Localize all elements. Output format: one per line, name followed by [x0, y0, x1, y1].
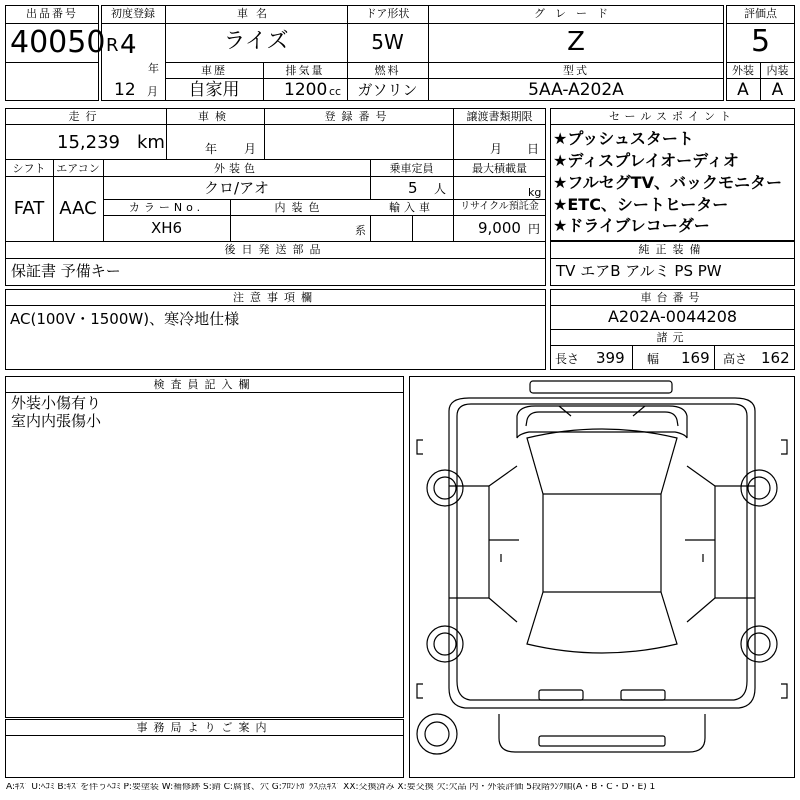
car-name: ライズ — [223, 29, 289, 54]
inspector-note: 外装小傷有り — [11, 394, 102, 412]
inspection-month-unit: 月 — [244, 142, 257, 156]
history-header: 車歴 — [201, 64, 227, 77]
mileage: 15,239 — [57, 132, 120, 153]
load-unit: kg — [528, 186, 542, 199]
model-header: 型式 — [563, 64, 589, 77]
length: 399 — [596, 349, 625, 367]
interior-header: 内装 — [766, 64, 789, 77]
specs-header: 諸元 — [656, 331, 689, 344]
first-reg-header: 初度登録 — [111, 7, 155, 20]
month: 12 — [114, 80, 136, 100]
recycle: 9,000 — [478, 219, 521, 237]
post-parts: 保証書 予備キー — [11, 262, 121, 280]
model-code: 5AA-A202A — [528, 80, 624, 100]
import-header: 輸入車 — [389, 201, 434, 214]
inspector-header: 検査員記入欄 — [153, 378, 256, 391]
legend: A:ｷｽﾞ U:ﾍｺﾐ B:ｷｽﾞを伴うﾍｺﾐ P:要塗装 W:補修跡 S:錆 C:腐食、穴 G:ﾌﾛﾝﾄｶﾞﾗｽ点ｷｽﾞ XX:交換済み X:要交換 欠:欠品 内・外装評価 5段階ﾗﾝｸ順(A・B・C・D・E) 1 — [6, 783, 656, 792]
chassis-header: 車台番号 — [640, 291, 705, 304]
score: 5 — [750, 24, 771, 59]
inspector-note: 室内内張傷小 — [11, 412, 102, 430]
exterior-header: 外装 — [732, 64, 754, 77]
notes: AC(100V・1500W)、寒冷地仕様 — [10, 310, 240, 328]
sales-point-item: ★ディスプレイオーディオ — [553, 151, 739, 170]
int-color-unit: 系 — [355, 224, 366, 237]
displacement: 1200 — [284, 80, 328, 100]
height: 162 — [761, 349, 790, 367]
aircon-header: エアコン — [56, 162, 100, 175]
post-parts-header: 後日発送部品 — [224, 243, 327, 256]
door-type: 5W — [371, 30, 404, 54]
recycle-header: リサイクル預託金 — [460, 201, 539, 212]
car-name-header: 車名 — [237, 7, 275, 20]
width: 169 — [681, 349, 710, 367]
history: 自家用 — [188, 80, 240, 100]
max-load-header: 最大積載量 — [472, 162, 527, 175]
color-no-header: カラーNo. — [128, 201, 205, 214]
sales-point-item: ★フルセグTV、バックモニター — [553, 173, 783, 192]
chassis-no: A202A-0044208 — [607, 307, 738, 326]
height-label: 高さ — [723, 352, 748, 366]
reg-no-header: 登録番号 — [324, 110, 393, 123]
car-diagram — [409, 376, 795, 778]
grade-header: グレード — [534, 7, 618, 20]
equipment-header: 純正装備 — [638, 243, 707, 256]
inspection-year-unit: 年 — [205, 142, 218, 156]
displacement-header: 排気量 — [285, 64, 325, 77]
door-header: ドア形状 — [365, 7, 410, 20]
aircon: AAC — [59, 198, 97, 219]
length-label: 長さ — [555, 352, 580, 366]
notes-header: 注意事項欄 — [233, 291, 318, 304]
year-unit: 年 — [148, 62, 159, 75]
int-color-header: 内装色 — [274, 201, 326, 214]
year: 4 — [120, 30, 137, 60]
equipment: TV エアB アルミ PS PW — [556, 262, 722, 280]
transfer-day-unit: 日 — [527, 142, 540, 156]
era: R — [106, 35, 119, 56]
recycle-unit: 円 — [528, 222, 541, 236]
capacity-unit: 人 — [434, 182, 447, 196]
transfer-month-unit: 月 — [490, 142, 503, 156]
capacity-header: 乗車定員 — [389, 162, 434, 175]
lot-no: 40050 — [10, 25, 106, 60]
capacity: 5 — [408, 179, 418, 197]
shift-header: シフト — [12, 162, 46, 175]
mileage-header: 走行 — [68, 110, 103, 123]
width-label: 幅 — [647, 352, 660, 366]
shift: FAT — [13, 198, 45, 219]
sales-point-item: ★プッシュスタート — [553, 129, 694, 148]
sales-point-item: ★ドライブレコーダー — [553, 216, 710, 235]
sales-point-item: ★ETC、シートヒーター — [553, 195, 729, 214]
displacement-unit: cc — [329, 85, 342, 98]
grade: Z — [567, 27, 585, 57]
ext-color-header: 外装色 — [214, 162, 259, 175]
mileage-unit: km — [137, 132, 165, 153]
sales-points-header: セールスポイント — [608, 110, 736, 123]
lot-no-header: 出品番号 — [26, 7, 78, 20]
inspection-header: 車検 — [198, 110, 232, 123]
fuel-header: 燃料 — [374, 64, 401, 77]
office-header: 事務局よりご案内 — [136, 721, 273, 734]
interior-grade: A — [771, 80, 784, 100]
month-unit: 月 — [147, 85, 158, 98]
score-header: 評価点 — [744, 7, 777, 20]
color-no: XH6 — [150, 219, 183, 237]
transfer-header: 譲渡書類期限 — [466, 110, 533, 123]
ext-color: クロ/アオ — [204, 179, 269, 197]
exterior-grade: A — [737, 80, 749, 100]
fuel: ガソリン — [357, 81, 418, 99]
